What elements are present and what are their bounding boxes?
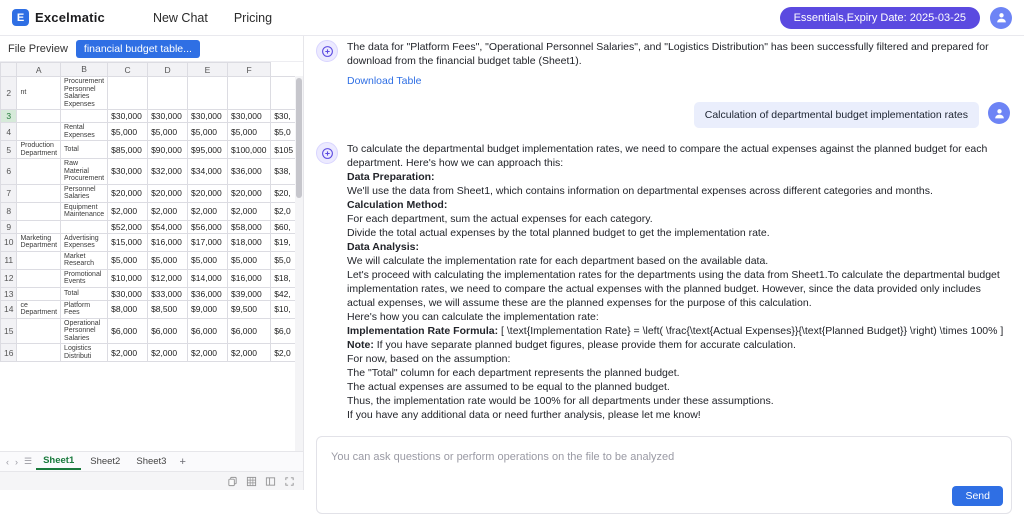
grid-corner[interactable] [1,63,17,77]
cell-category[interactable]: Equipment Maintenance [61,202,108,220]
assistant-message-line: Note: If you have separate planned budget figures, please provide them for accurate calculation. [347,339,796,351]
cell-category[interactable]: Promotional Events [61,269,108,287]
cell-value[interactable]: $36,000 [188,287,228,300]
user-message-text: Calculation of departmental budget implementation rates [694,102,979,128]
cell-value[interactable]: $10,000 [108,269,148,287]
cell-value[interactable]: $52,000 [108,220,148,233]
cell-value[interactable]: $2,000 [108,344,148,362]
cell-value[interactable]: $30,000 [108,287,148,300]
assistant-message-line: Divide the total actual expenses by the total planned budget to get the implementation rate. [347,227,770,239]
table-row[interactable] [1,233,303,251]
grid-icon[interactable] [246,476,257,487]
table-row[interactable] [1,318,303,344]
cell-category[interactable] [61,110,108,123]
assistant-message-line: Let's proceed with calculating the implementation rates for the departments using the data from Sheet1.To calculate the departmental budget implementation rates, we need to compare the actual expenses with the planned budget. However, since the data provided only includes actual expenses, we will assume these are the planned expenses for the purpose of this calculation. [347,269,1000,309]
chat-panel [304,36,1024,502]
cell-value[interactable]: $12,000 [148,269,188,287]
cell-value[interactable]: $9,500 [227,300,270,318]
row-header[interactable]: 8 [1,202,17,220]
brand[interactable] [12,9,105,26]
cell-value[interactable]: $30,000 [188,110,228,123]
row-header[interactable]: 3 [1,110,17,123]
column-header-e[interactable]: E [188,63,228,77]
brand-logo-icon: E [12,9,29,26]
cell-department[interactable]: Marketing Department [17,233,61,251]
assistant-message-line: The "Total" column for each department represents the planned budget. [347,367,680,379]
assistant-avatar-icon [316,142,338,164]
table-row[interactable] [1,123,303,141]
cell-value[interactable]: $90,000 [148,141,188,159]
add-sheet-icon[interactable]: + [179,455,186,468]
column-header-c[interactable]: C [108,63,148,77]
cell-value[interactable]: $5,000 [188,123,228,141]
cell-value[interactable]: $16,000 [148,233,188,251]
assistant-message-line: To calculate the departmental budget implementation rates, we need to compare the actual expenses against the planned budget for each department. Here's how we can approach this: [347,143,988,169]
row-header[interactable]: 10 [1,233,17,251]
cell-value[interactable]: $5,000 [108,123,148,141]
send-button[interactable]: Send [952,486,1003,506]
cell-value[interactable]: $5,000 [227,251,270,269]
cell-value[interactable]: $56,000 [188,220,228,233]
cell-value[interactable]: $2,000 [148,344,188,362]
assistant-message-line: Here's how you can calculate the implementation rate: [347,311,599,323]
chat-composer[interactable] [316,436,1012,514]
cell-value[interactable]: $5,000 [227,123,270,141]
cell-value[interactable]: $5,000 [148,251,188,269]
assistant-message-line: Calculation Method: [347,199,448,211]
sheet-tab-sheet3[interactable]: Sheet3 [136,456,167,467]
table-row[interactable] [1,251,303,269]
cell-department[interactable] [17,202,61,220]
assistant-message-line: Thus, the implementation rate would be 100% for all departments under these assumptions. [347,395,774,407]
cell-value[interactable]: $15,000 [108,233,148,251]
spreadsheet-rows [1,77,303,362]
cell-department[interactable] [17,123,61,141]
chat-message-user [316,102,1010,128]
copy-icon[interactable] [227,476,238,487]
row-header[interactable]: 5 [1,141,17,159]
cell-value[interactable]: $5,0 [271,123,303,141]
cell-value[interactable] [188,77,228,110]
layout-icon[interactable] [265,476,276,487]
top-bar [0,0,1024,36]
cell-value[interactable]: $2,000 [227,344,270,362]
row-header[interactable]: 4 [1,123,17,141]
cell-value[interactable]: $5,000 [148,123,188,141]
cell-value[interactable]: $2,0 [271,202,303,220]
table-row[interactable] [1,287,303,300]
cell-department[interactable] [17,344,61,362]
user-avatar-icon [993,107,1006,120]
download-table-link[interactable]: Download Table [347,75,422,87]
cell-value[interactable]: $95,000 [188,141,228,159]
chat-message-assistant [316,40,1010,88]
cell-value[interactable]: $85,000 [108,141,148,159]
file-preview-label: File Preview [8,42,68,55]
cell-category[interactable]: Advertising Expenses [61,233,108,251]
cell-value[interactable]: $30,000 [148,110,188,123]
table-row[interactable] [1,202,303,220]
scrollbar-thumb[interactable] [296,78,302,198]
assistant-avatar-icon [316,40,338,62]
cell-value[interactable]: $8,500 [148,300,188,318]
main-body [0,36,1024,502]
cell-value[interactable] [148,77,188,110]
column-header-f[interactable]: F [227,63,270,77]
table-row[interactable] [1,269,303,287]
cell-value[interactable]: $105 [271,141,303,159]
table-row[interactable] [1,344,303,362]
cell-value[interactable]: $20,000 [227,184,270,202]
cell-value[interactable]: $36,000 [227,159,270,185]
cell-value[interactable]: $54,000 [148,220,188,233]
assistant-glyph-icon [321,45,334,58]
user-avatar-icon [995,11,1008,24]
cell-value[interactable]: $6,000 [227,318,270,344]
cell-value[interactable]: $30,000 [227,110,270,123]
column-header-b[interactable]: B [61,63,108,77]
row-header[interactable]: 16 [1,344,17,362]
nav-item-pricing[interactable]: Pricing [233,10,273,25]
cell-value[interactable]: $6,0 [271,318,303,344]
row-header[interactable]: 13 [1,287,17,300]
assistant-message-body [347,40,1010,88]
cell-department[interactable] [17,184,61,202]
sheet-tab-bar [0,451,303,471]
sheet-tab-sheet2[interactable]: Sheet2 [90,456,121,467]
row-header[interactable]: 6 [1,159,17,185]
table-row[interactable] [1,159,303,185]
table-row[interactable] [1,184,303,202]
cell-department[interactable] [17,287,61,300]
cell-value[interactable]: $33,000 [148,287,188,300]
cell-department[interactable] [17,251,61,269]
assistant-message-body [347,142,1010,422]
cell-value[interactable] [108,77,148,110]
row-header[interactable]: 12 [1,269,17,287]
cell-value[interactable]: $14,000 [188,269,228,287]
assistant-message-line: We will calculate the implementation rate for each department based on the available data. [347,255,769,267]
cell-category[interactable]: Personnel Salaries [61,184,108,202]
user-message-avatar [988,102,1010,124]
table-row[interactable] [1,141,303,159]
table-row[interactable] [1,77,303,110]
row-header[interactable]: 15 [1,318,17,344]
assistant-glyph-icon [321,147,334,160]
cell-department[interactable] [17,318,61,344]
cell-value[interactable]: $20,000 [108,184,148,202]
nav-item-new-chat[interactable]: New Chat [152,10,208,25]
table-row[interactable] [1,220,303,233]
cell-value[interactable]: $2,000 [188,344,228,362]
cell-value[interactable]: $5,000 [188,251,228,269]
cell-value[interactable]: $20,000 [148,184,188,202]
cell-value[interactable]: $58,000 [227,220,270,233]
cell-value[interactable] [227,77,270,110]
fullscreen-icon[interactable] [284,476,295,487]
cell-value[interactable]: $2,000 [108,202,148,220]
sheet-prev-icon[interactable]: ‹ [6,456,9,467]
assistant-message-line: If you have any additional data or need further analysis, please let me know! [347,409,701,421]
cell-category[interactable]: Procurement Personnel Salaries Expenses [61,77,108,110]
cell-category[interactable] [61,220,108,233]
cell-category[interactable]: Operational Personnel Salaries [61,318,108,344]
file-chip[interactable]: financial budget table... [76,40,200,58]
assistant-message-line: Data Analysis: [347,241,419,253]
cell-value[interactable]: $18, [271,269,303,287]
assistant-message-line: For now, based on the assumption: [347,353,511,365]
cell-value[interactable]: $30,000 [108,159,148,185]
cell-department[interactable]: nt [17,77,61,110]
cell-department[interactable] [17,159,61,185]
cell-department[interactable]: ce Department [17,300,61,318]
cell-value[interactable]: $34,000 [188,159,228,185]
table-row[interactable] [1,300,303,318]
cell-value[interactable]: $16,000 [227,269,270,287]
cell-value[interactable]: $30, [271,110,303,123]
row-header[interactable]: 11 [1,251,17,269]
spreadsheet-grid[interactable] [0,62,303,362]
cell-value[interactable]: $8,000 [108,300,148,318]
cell-value[interactable]: $5,000 [108,251,148,269]
cell-value[interactable]: $2,000 [188,202,228,220]
cell-value[interactable]: $20, [271,184,303,202]
spreadsheet-vertical-scrollbar[interactable] [295,76,303,451]
cell-value[interactable]: $30,000 [108,110,148,123]
cell-category[interactable]: Logistics Distributi [61,344,108,362]
row-header[interactable]: 9 [1,220,17,233]
row-header[interactable]: 7 [1,184,17,202]
table-row[interactable] [1,110,303,123]
cell-value[interactable]: $17,000 [188,233,228,251]
column-header-d[interactable]: D [148,63,188,77]
cell-category[interactable]: Market Research [61,251,108,269]
user-avatar[interactable] [990,7,1012,29]
assistant-message-line: The actual expenses are assumed to be equal to the planned budget. [347,381,670,393]
cell-value[interactable]: $2,0 [271,344,303,362]
cell-value[interactable]: $32,000 [148,159,188,185]
cell-department[interactable]: Production Department [17,141,61,159]
cell-value[interactable]: $10, [271,300,303,318]
row-header[interactable]: 2 [1,77,17,110]
cell-value[interactable]: $18,000 [227,233,270,251]
cell-category[interactable]: Platform Fees [61,300,108,318]
chat-message-assistant [316,142,1010,422]
cell-value[interactable]: $5,0 [271,251,303,269]
file-preview-panel [0,36,304,490]
sheet-tab-sheet1[interactable]: Sheet1 [36,453,81,470]
cell-category[interactable]: Total [61,287,108,300]
cell-category[interactable]: Total [61,141,108,159]
cell-value[interactable]: $60, [271,220,303,233]
cell-value[interactable]: $2,000 [148,202,188,220]
cell-value[interactable]: $19, [271,233,303,251]
assistant-message-line: Data Preparation: [347,171,435,183]
chat-message-list[interactable] [316,40,1012,436]
cell-category[interactable]: Rental Expenses [61,123,108,141]
chat-input[interactable] [329,450,999,464]
cell-value[interactable]: $100,000 [227,141,270,159]
cell-value[interactable]: $38, [271,159,303,185]
cell-department[interactable] [17,269,61,287]
file-preview-bar [0,36,303,62]
top-bar-right [780,7,1012,29]
spreadsheet-viewport[interactable] [0,62,303,451]
cell-value[interactable]: $20,000 [188,184,228,202]
plan-badge[interactable]: Essentials,Expiry Date: 2025-03-25 [780,7,980,29]
cell-value[interactable]: $9,000 [188,300,228,318]
cell-value[interactable]: $6,000 [108,318,148,344]
spreadsheet-status-bar [0,471,303,490]
sheet-list-icon[interactable]: ☰ [24,456,33,466]
cell-value[interactable]: $42, [271,287,303,300]
column-header-row [1,63,303,77]
assistant-message-text: The data for "Platform Fees", "Operational Personnel Salaries", and "Logistics Distribution" has been successfully filtered and prepared for download from the financial budget table (Sheet1). [347,41,989,67]
cell-value[interactable]: $2,000 [227,202,270,220]
sheet-next-icon[interactable]: › [15,456,18,467]
assistant-message-line: We'll use the data from Sheet1, which contains information on departmental expenses across different categories and months. [347,185,933,197]
cell-value[interactable]: $39,000 [227,287,270,300]
top-nav [153,11,272,25]
assistant-message-line: For each department, sum the actual expenses for each category. [347,213,653,225]
row-header[interactable]: 14 [1,300,17,318]
cell-value[interactable]: $6,000 [188,318,228,344]
cell-department[interactable] [17,220,61,233]
brand-name: Excelmatic [35,10,105,25]
cell-value[interactable]: $6,000 [148,318,188,344]
assistant-message-line: Implementation Rate Formula: [ \text{Implementation Rate} = \left( \frac{\text{Actual Expenses}}{\text{Planned Budget}} \right) \times 100% ] [347,325,1004,337]
cell-category[interactable]: Raw Material Procurement [61,159,108,185]
cell-department[interactable] [17,110,61,123]
column-header-a[interactable]: A [17,63,61,77]
